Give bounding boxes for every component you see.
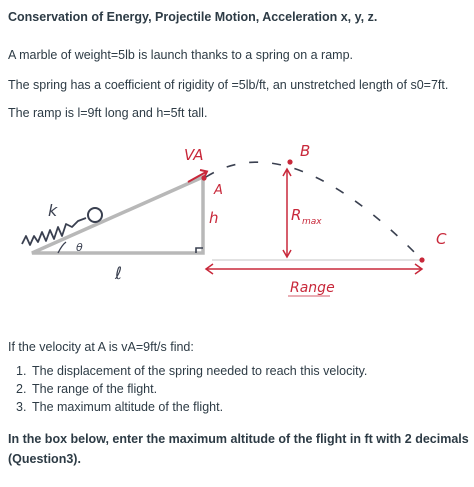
list-item — [16, 382, 367, 400]
list-item-number: 3. — [16, 400, 27, 414]
list-item — [16, 400, 367, 418]
trajectory-path — [206, 162, 422, 260]
point-b-dot — [287, 159, 292, 164]
point-c-dot — [419, 257, 424, 262]
ramp-height-label: h — [209, 209, 219, 227]
list-item-number: 1. — [16, 364, 27, 378]
range-label: Range — [290, 280, 335, 296]
list-item-number: 2. — [16, 382, 27, 396]
rmax-label: R — [291, 206, 302, 224]
point-b-label: B — [300, 142, 311, 160]
rmax-subscript: max — [302, 217, 322, 227]
theta-label: θ — [76, 241, 83, 254]
answer-instruction-line-1: In the box below, enter the maximum altitude of the flight in ft with 2 decimals — [8, 432, 469, 446]
problem-title: Conservation of Energy, Projectile Motion, Acceleration x, y, z. — [8, 10, 378, 24]
ramp-triangle — [32, 177, 203, 253]
point-c-label: C — [436, 230, 447, 248]
list-item-text: The displacement of the spring needed to reach this velocity. — [32, 364, 368, 378]
spring-constant-label: k — [48, 201, 58, 220]
marble — [88, 208, 102, 222]
ramp-length-label: ℓ — [115, 264, 123, 284]
intro-line-1: A marble of weight=5lb is launch thanks to a spring on a ramp. — [8, 48, 353, 62]
answer-instruction-line-2: (Question3). — [8, 452, 81, 466]
ramp-diagram — [0, 132, 474, 322]
list-item-text: The range of the flight. — [32, 382, 158, 396]
point-a-label: A — [214, 183, 223, 198]
intro-line-3: The ramp is l=9ft long and h=5ft tall. — [8, 106, 208, 120]
question-prompt: If the velocity at A is vA=9ft/s find: — [8, 340, 194, 354]
intro-line-2: The spring has a coefficient of rigidity of =5lb/ft, an unstretched length of s0=7ft. — [8, 78, 449, 92]
list-item-text: The maximum altitude of the flight. — [32, 400, 224, 414]
velocity-label: VA — [184, 146, 204, 164]
question-list — [16, 364, 367, 418]
list-item — [16, 364, 367, 382]
